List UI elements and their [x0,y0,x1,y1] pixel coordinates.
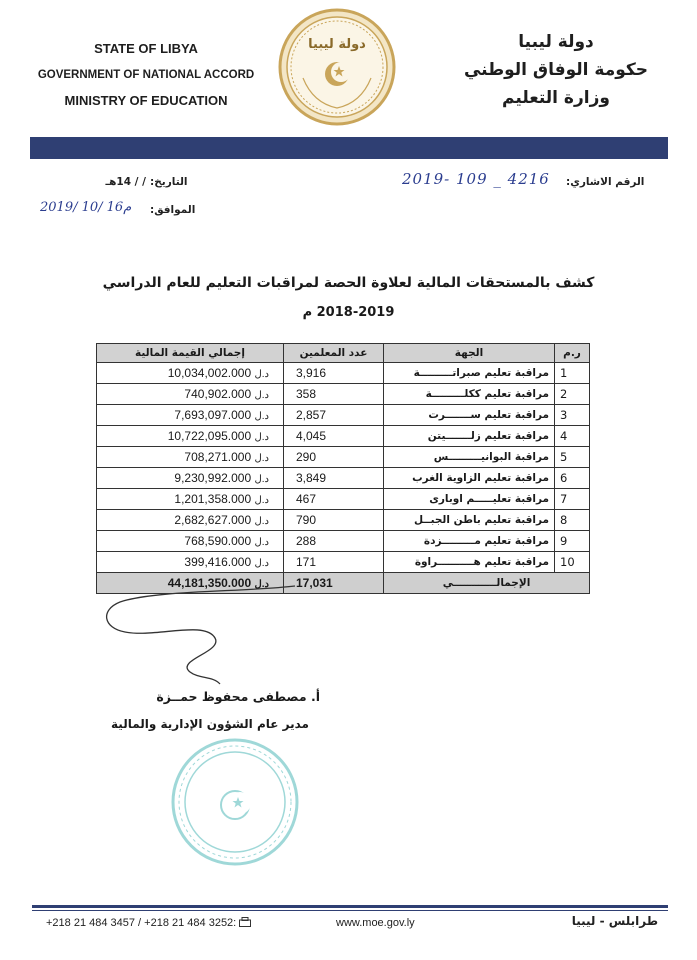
teacher-count: 2,857 [284,405,384,426]
phone-numbers: +218 21 484 3457 / +218 21 484 3252: [46,917,237,929]
row-number: 7 [555,489,590,510]
header-en-line-1: STATE OF LIBYA [94,41,198,56]
amount-value: 1,201,358.000 [174,492,252,506]
corresponding-date-label: الموافق: [150,204,196,216]
amount-cell [97,531,284,552]
amount-value: 7,693,097.000 [174,408,252,422]
amount-value: 9,230,992.000 [174,471,252,485]
document-subtitle: 2018-2019 م [302,305,395,320]
amount-cell [97,489,284,510]
allowances-table [96,343,590,594]
currency-label: د.ل [254,516,269,527]
document-title: كشف بالمستحقات المالية لعلاوة الحصة لمراقبات التعليم للعام الدراسي [102,275,595,291]
amount-cell [97,447,284,468]
row-number: 4 [555,426,590,447]
row-number: 3 [555,405,590,426]
amount-value: 10,034,002.000 [167,366,252,380]
signatory-name: أ. مصطفى محفوظ حمــزة [156,689,320,704]
currency-label: د.ل [254,390,269,401]
row-number: 1 [555,363,590,384]
table-row [97,489,590,510]
amount-cell [97,384,284,405]
date-label: التاريخ: [150,176,188,188]
total-teacher-count: 17,031 [284,573,384,594]
reference-number-value: 2019- 109 _ 4216 [402,170,550,188]
amount-cell [97,405,284,426]
header-arabic [441,28,671,112]
header-en-line-2: GOVERNMENT OF NATIONAL ACCORD [37,69,255,81]
currency-label: د.ل [254,558,269,569]
table-row [97,384,590,405]
libya-emblem-logo [278,8,396,126]
department-name: مراقبة تعليم صبراتـــــــــة [384,363,555,384]
footer-phones [46,917,251,929]
table-row [97,426,590,447]
table-header-row [97,344,590,363]
header-band [30,137,668,159]
currency-label: د.ل [254,432,269,443]
row-number: 9 [555,531,590,552]
teacher-count: 358 [284,384,384,405]
currency-label: د.ل [254,495,269,506]
header-total-value: إجمالي القيمة المالية [97,344,284,363]
row-number: 5 [555,447,590,468]
currency-label: د.ل [254,579,269,590]
currency-label: د.ل [254,537,269,548]
department-name: مراقبة تعليم ســـــــرت [384,405,555,426]
total-amount-value: 44,181,350.000 [167,576,252,590]
teacher-count: 3,849 [284,468,384,489]
row-number: 6 [555,468,590,489]
handwritten-signature [95,580,315,690]
amount-cell [97,552,284,573]
teacher-count: 290 [284,447,384,468]
table-body [97,363,590,594]
date-value: / / 14هـ [105,176,146,188]
row-number: 2 [555,384,590,405]
amount-value: 708,271.000 [184,450,252,464]
table-row [97,552,590,573]
amount-value: 399,416.000 [184,555,252,569]
header-ar-line-1: دولة ليبيا [518,32,594,52]
header-department: الجهة [384,344,555,363]
header-teachers: عدد المعلمين [284,344,384,363]
table-row [97,468,590,489]
footer-rule-thick [32,905,668,908]
department-name: مراقبة تعليم باطن الجبــل [384,510,555,531]
teacher-count: 288 [284,531,384,552]
signatory-title: مدير عام الشؤون الإدارية والمالية [111,717,309,731]
amount-value: 740,902.000 [184,387,252,401]
teacher-count: 4,045 [284,426,384,447]
currency-label: د.ل [254,453,269,464]
corresponding-date-value: 2019/ 10/ 16م [40,200,132,215]
teacher-count: 3,916 [284,363,384,384]
department-name: مراقبة تعليـــــم اوبارى [384,489,555,510]
teacher-count: 467 [284,489,384,510]
currency-label: د.ل [254,369,269,380]
fax-icon [239,917,251,927]
header-english [26,36,266,114]
teacher-count: 171 [284,552,384,573]
department-name: مراقبة تعليم هــــــــــراوة [384,552,555,573]
amount-cell [97,510,284,531]
header-en-line-3: MINISTRY OF EDUCATION [64,93,228,108]
footer-rule-thin [32,910,668,911]
department-name: مراقبة البوانيـــــــــس [384,447,555,468]
amount-value: 768,590.000 [184,534,252,548]
header-ar-line-2: حكومة الوفاق الوطني [463,60,649,80]
table-row [97,531,590,552]
department-name: مراقبة تعليم مـــــــــزدة [384,531,555,552]
amount-cell [97,426,284,447]
total-label: الإجمالــــــــــــي [384,573,590,594]
amount-value: 2,682,627.000 [174,513,252,527]
table-row [97,405,590,426]
teacher-count: 790 [284,510,384,531]
department-name: مراقبة تعليم الزاوية الغرب [384,468,555,489]
table-row [97,510,590,531]
amount-value: 10,722,095.000 [167,429,252,443]
currency-label: د.ل [254,474,269,485]
row-number: 10 [555,552,590,573]
currency-label: د.ل [254,411,269,422]
department-name: مراقبة تعليم زلـــــــيتن [384,426,555,447]
table-row [97,363,590,384]
amount-cell [97,363,284,384]
department-name: مراقبة تعليم ككلـــــــــة [384,384,555,405]
row-number: 8 [555,510,590,531]
footer-city: طرابلس - ليبيا [571,914,658,928]
footer-website[interactable]: www.moe.gov.ly [336,917,415,929]
amount-cell [97,468,284,489]
official-stamp [168,735,303,870]
reference-number-label: الرقم الاشاري: [566,176,645,188]
table-row [97,447,590,468]
header-ar-line-3: وزارة التعليم [502,88,610,108]
header-row-number: ر.م [555,344,590,363]
emblem-title: دولة ليبيا [308,37,366,52]
